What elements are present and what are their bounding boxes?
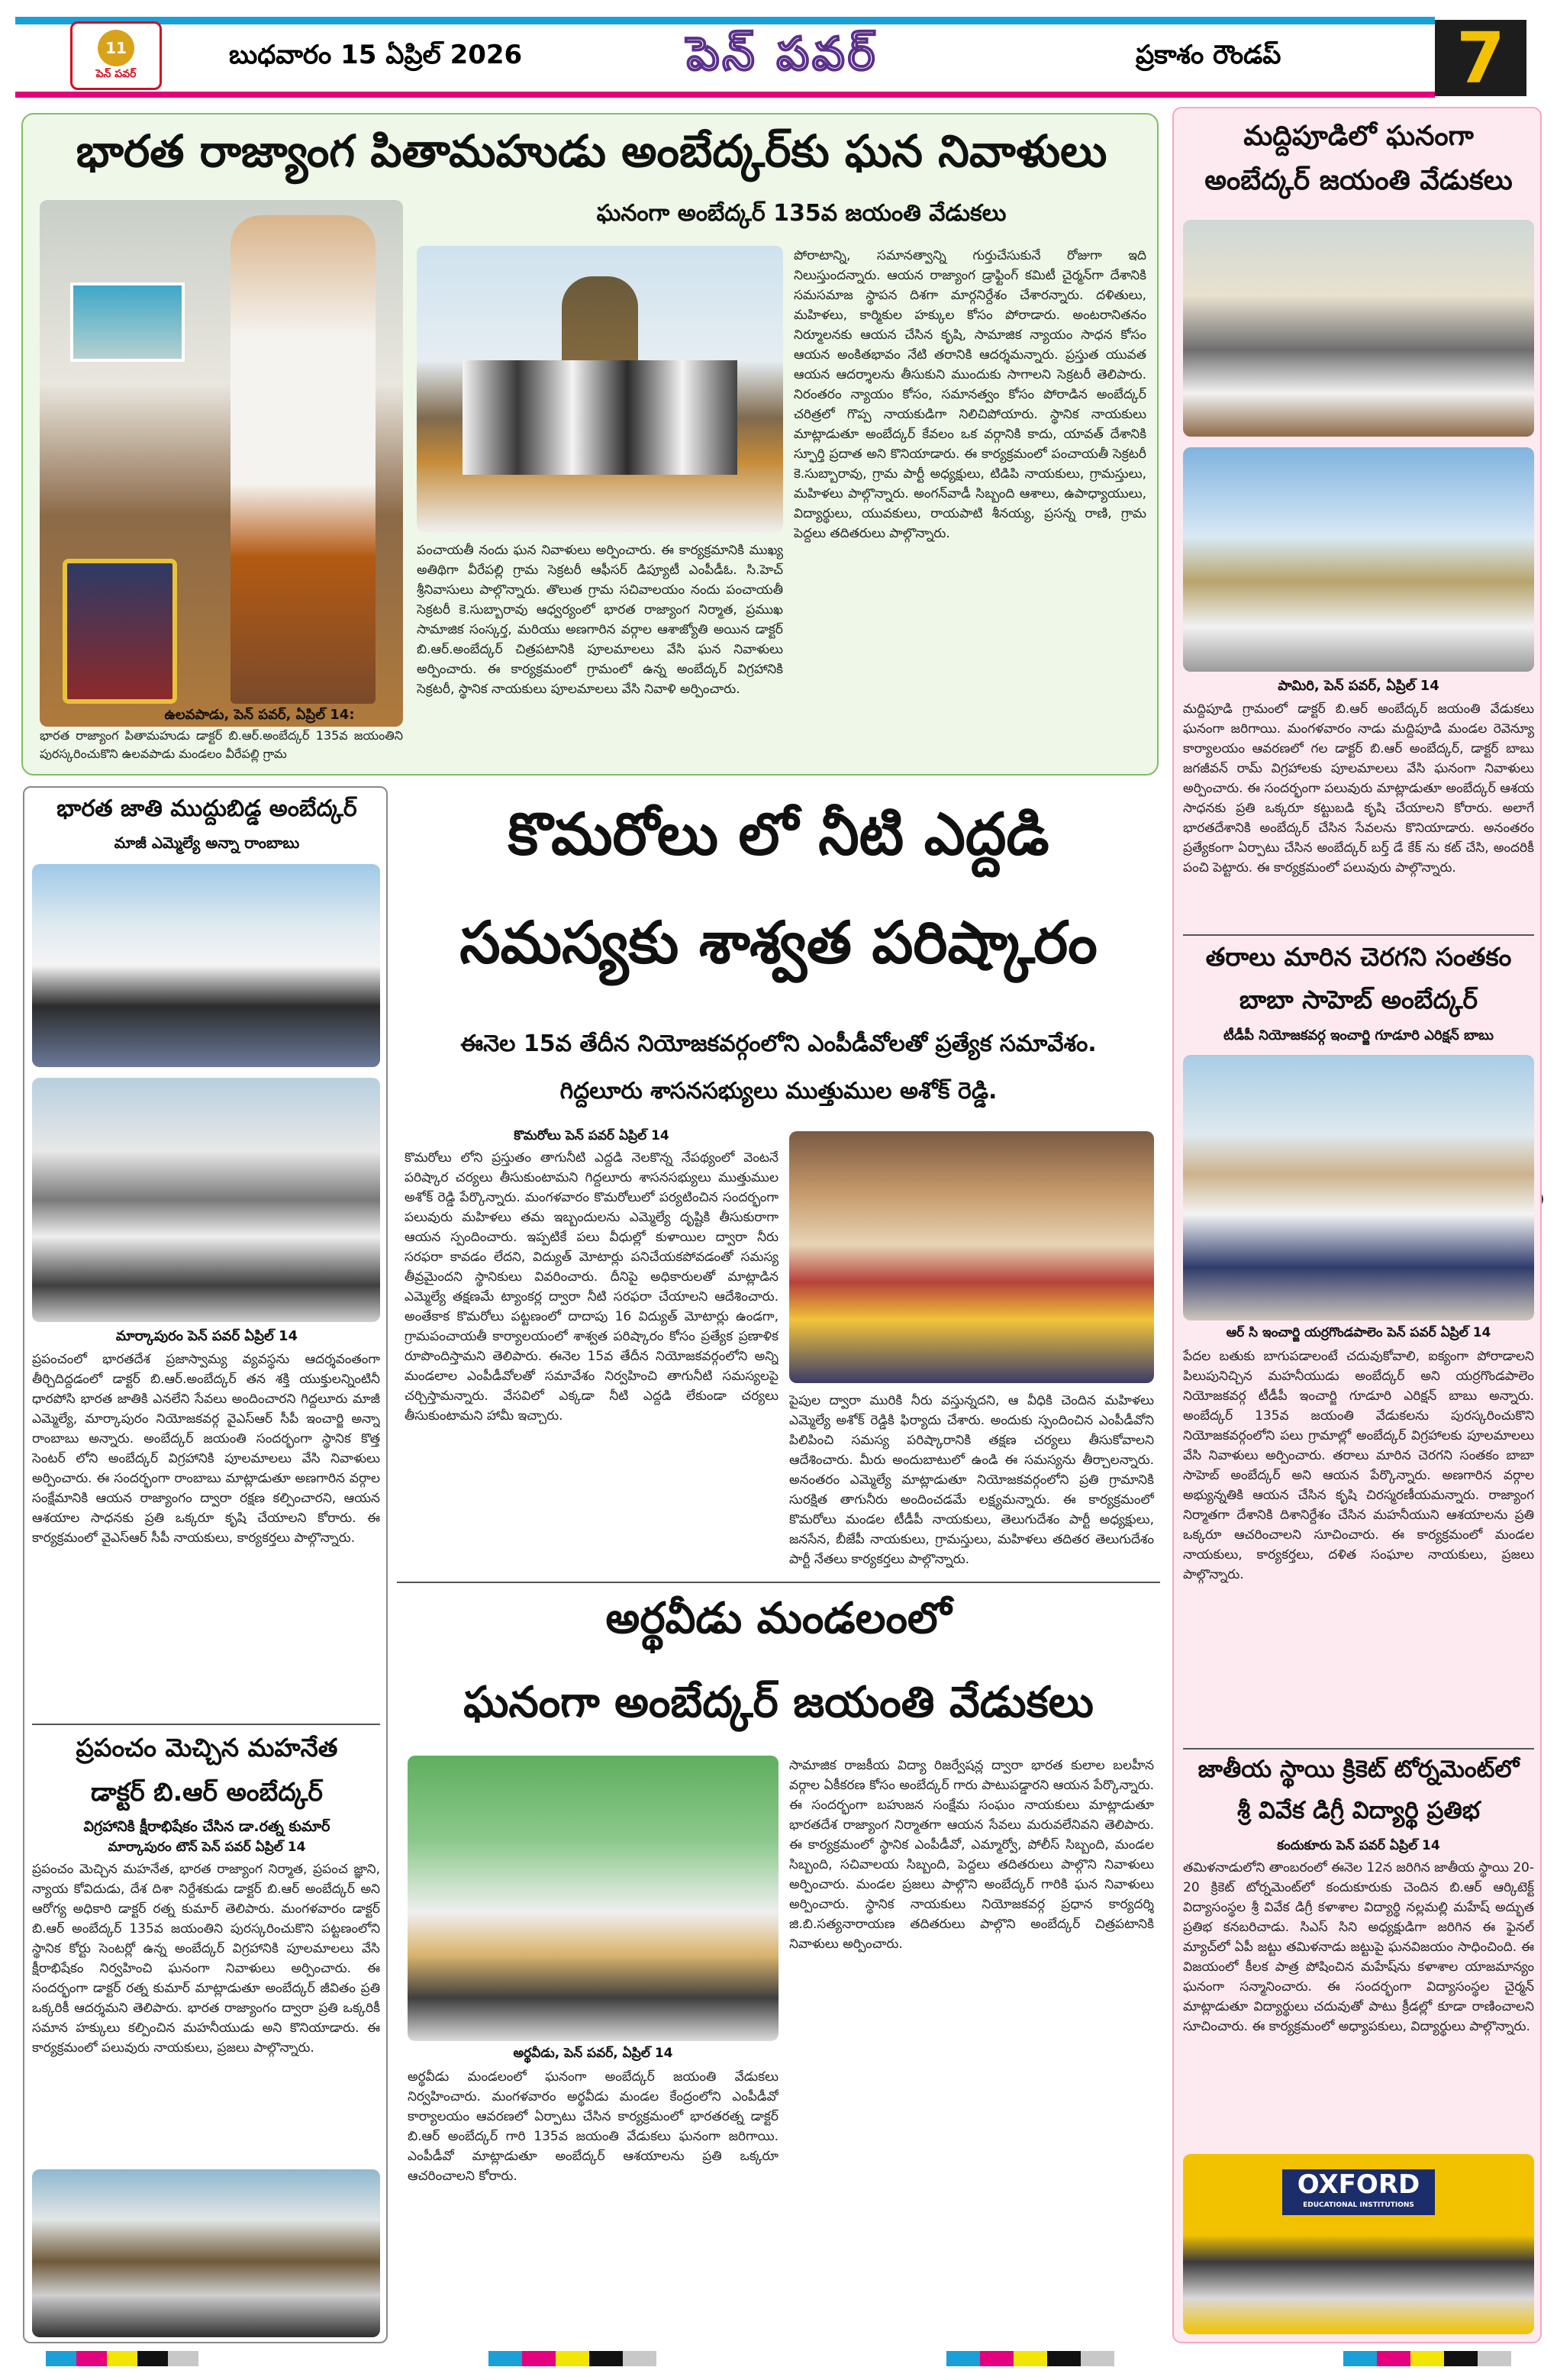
arthaveedu-body-1: అర్థవీడు మండలంలో ఘనంగా అంబేద్కర్ జయంతి వేడుకలు నిర్వహించారు. మంగళవారం అర్థవీడు మండల కేంద్రంలోని ఎంపీడీవో కార్యాలయం ఆవరణలో ఏర్పాటు చేసిన కార్యక్రమంలో భారతరత్న డాక్టర్ బి.ఆర్ అంబేద్కర్ గారి 135వ జయంతి వేడుకలు ఘనంగా జరిగాయి. ఎంపీడీవో మాట్లాడుతూ అంబేద్కర్ ఆశయాలను ప్రతి ఒక్కరూ ఆచరించాలని కోరారు. <box>408 2069 778 2184</box>
right-bottom-dateline: కందుకూరు పెన్ పవర్ ఏప్రిల్ 14 <box>1277 1838 1440 1853</box>
lead-photo-tribute <box>40 200 403 727</box>
edition-name: ప్రకాశం రౌండప్ <box>1136 40 1281 70</box>
oxford-banner-text: OXFORD <box>1297 2169 1420 2200</box>
komarolu-headline-1: కొమరోలు లో నీటి ఎద్దడి <box>508 800 1049 868</box>
divider <box>1183 1748 1534 1750</box>
komarolu-dateline: కొమరోలు పెన్ పవర్ ఏప్రిల్ 14 <box>514 1128 669 1143</box>
left-bottom-dateline: మార్కాపురం టౌన్ పెన్ పవర్ ఏప్రిల్ 14 <box>108 1840 306 1855</box>
color-bar <box>488 2351 656 2366</box>
right-mid-headline-1: తరాలు మారిన చెరగని సంతకం <box>1205 942 1512 972</box>
right-column <box>1172 107 1542 2343</box>
komarolu-sub-1: ఈనెల 15వ తేదీన నియోజకవర్గంలోని ఎంపీడీవోలతో ప్రత్యేక సమావేశం. <box>460 1030 1097 1057</box>
right-mid-body: పేదల బతుకు బాగుపడాలంటే చదువుకోవాలి, ఐక్యంగా పోరాడాలని పిలుపునిచ్చిన మహనీయుడు అంబేద్కర్ అని యర్రగొండపాలెం నియోజకవర్గ టీడీపీ ఇంచార్జి గూడూరి ఎరిక్షన్ బాబు అన్నారు. అంబేద్కర్ 135వ జయంతి వేడుకలను పురస్కరించుకొని నియోజకవర్గంలోని పలు గ్రామాల్లో అంబేద్కర్ విగ్రహాలకు పూలమాలలు వేసి నివాళులు అర్పించారు. తరాలు మారిన చెరగని సంతకం బాబా సాహెబ్ అంబేద్కర్ అని ఆయన పేర్కొన్నారు. అణగారిన వర్గాల అభ్యున్నతికి ఆయన చేసిన కృషి చిరస్మరణీయమన్నారు. రాజ్యాంగ నిర్మాతగా దేశానికి దిశానిర్దేశం చేసిన మహనీయుని ఆశయాలను ప్రతి ఒక్కరూ ఆచరించాలని సూచించారు. ఈ కార్యక్రమంలో మండల నాయకులు, కార్యకర్తలు, దళిత సంఘాల నాయకులు, ప్రజలు పాల్గొన్నారు. <box>1183 1349 1534 1582</box>
left-mid-subhead: మాజీ ఎమ్మెల్యే అన్నా రాంబాబు <box>114 834 300 852</box>
logo-text: పెన్ పవర్ <box>95 67 137 80</box>
lead-story-box <box>21 113 1159 776</box>
masthead-title: పెన్ పవర్ <box>686 27 878 81</box>
color-bar <box>46 2351 198 2366</box>
right-top-headline-2: అంబేద్కర్ జయంతి వేడుకలు <box>1204 165 1513 196</box>
lead-body: పోరాటాన్ని, సమానత్వాన్ని గుర్తుచేసుకునే రోజుగా ఇది నిలుస్తుందన్నారు. ఆయన రాజ్యాంగ డ్రాఫ్టింగ్ కమిటీ చైర్మన్‌గా దేశానికి సమసమాజ స్థాపన దిశగా మార్గనిర్దేశం చేశారన్నారు. దళితులు, మహిళలు, కార్మికుల హక్కుల కోసం పోరాడారు. అంటరానితనం నిర్మూలనకు ఆయన చేసిన కృషి, సామాజిక న్యాయం సాధన కోసం ఆయన అంకితభావం నేటి తరానికి ఆదర్శమన్నారు. ప్రస్తుత యువత ఆయన ఆదర్శాలను తీసుకుని ముందుకు సాగాలని సెక్రటరీ తెలిపారు. నిరంతరం న్యాయం కోసం, సమానత్వం కోసం పోరాడిన అంబేద్కర్ చరిత్రలో గొప్ప నాయకుడిగా నిలిచిపోయారు. స్థానిక నాయకులు మాట్లాడుతూ అంబేద్కర్ కేవలం ఒక వర్గానికి కాదు, యావత్ దేశానికి స్ఫూర్తి ప్రదాత అని కొనియాడారు. ఈ కార్యక్రమంలో పంచాయతీ సెక్రటరీ కె.సుబ్బారావు, గ్రామ పార్టీ అధ్యక్షులు, టిడిపి నాయకులు, గ్రామస్తులు, మహిళలు పాల్గొన్నారు. అంగన్‌వాడీ సిబ్బంది ఆశాలు, ఉపాధ్యాయులు, విద్యార్థులు, యువకులు, రాయపాటి శీనయ్య, ప్రసన్న రాణి, గ్రామ పెద్దలు తదితరులు పాల్గొన్నారు. <box>794 248 1146 541</box>
page-number: 7 <box>1435 20 1526 96</box>
markapuram-photo-2 <box>32 1078 380 1322</box>
left-bottom-headline-1: ప్రపంచం మెచ్చిన మహనేత <box>76 1733 338 1762</box>
right-mid-subhead: టీడీపీ నియోజకవర్గ ఇంచార్జి గూడూరి ఎరిక్షన్ బాబు <box>1223 1027 1494 1043</box>
oxford-felicitation-photo <box>1183 2154 1534 2334</box>
komarolu-body-1: కొమరోలు లోని ప్రస్తుతం తాగునీటి ఎద్దడి నెలకొన్న నేపథ్యంలో వెంటనే పరిష్కార చర్యలు తీసుకుంటామని గిద్దలూరు శాసనసభ్యులు ముత్తుముల అశోక్ రెడ్డి పేర్కొన్నారు. మంగళవారం కొమరోలులో పర్యటించిన సందర్భంగా పలువురు మహిళలు తమ ఇబ్బందులను ఎమ్మెల్యే దృష్టికి తీసుకురాగా ఆయన స్పందించారు. ఇప్పటికే పలు వీధుల్లో కుళాయిల ద్వారా నీరు సరఫరా కావడం లేదని, విద్యుత్ మోటార్లు పనిచేయకపోవడంతో సమస్య తీవ్రమైందని స్థానికులు వివరించారు. దీనిపై అధికారులతో మాట్లాడిన ఎమ్మెల్యే తక్షణమే ట్యాంకర్ల ద్వారా నీటి సరఫరా చేయాలని ఆదేశించారు. అంతేకాక కొమరోలు పట్టణంలో దాదాపు 16 విద్యుత్ మోటార్లు ఉండగా, గ్రామపంచాయతీ కార్యాలయంలో శాశ్వత పరిష్కారం కోసం ప్రత్యేక ప్రణాళిక రూపొందిస్తామని తెలిపారు. ఈనెల 15వ తేదీన నియోజకవర్గంలోని అన్ని మండలాల ఎంపీడీవోలతో సమావేశం నిర్వహించి తాగునీటి సమస్యలపై చర్చిస్తామన్నారు. వేసవిలో ఎక్కడా నీటి ఎద్దడి లేకుండా చర్యలు తీసుకుంటామని హామీ ఇచ్చారు. <box>405 1150 778 1424</box>
header-bottom-rule <box>15 92 1435 98</box>
yerragondapalem-photo <box>1183 1055 1534 1321</box>
issue-date: బుధవారం 15 ఏప్రిల్ 2026 <box>229 40 523 70</box>
right-top-headline-1: మద్దిపూడిలో ఘనంగా <box>1243 121 1474 152</box>
left-mid-caption: మార్కాపురం పెన్ పవర్ ఏప్రిల్ 14 <box>115 1328 298 1344</box>
arthaveedu-caption: అర్థవీడు, పెన్ పవర్, ఏప్రిల్ 14 <box>513 2046 673 2061</box>
arthaveedu-headline-1: అర్థవీడు మండలంలో <box>605 1594 952 1643</box>
leaders-group <box>463 360 737 475</box>
logo-badge-icon: 11 <box>98 30 134 66</box>
left-mid-body: ప్రపంచంలో భారతదేశ ప్రజాస్వామ్య వ్యవస్థను ఆదర్శవంతంగా తీర్చిదిద్దడంలో డాక్టర్ బి.ఆర్.అంబేద్కర్ తన శక్తి యుక్తులన్నింటినీ ధారపోసి భారత జాతికి ఎనలేని సేవలు అందించారని గిద్దలూరు మాజీ ఎమ్మెల్యే, మార్కాపురం నియోజకవర్గ వైఎస్ఆర్ సీపీ ఇంచార్జి అన్నా రాంబాబు అన్నారు. అంబేద్కర్ జయంతి సందర్భంగా స్థానిక కొత్త సెంటర్ లోని అంబేద్కర్ విగ్రహానికి పూలమాలలు వేసి నివాళులు అర్పించారు. ఈ సందర్భంగా రాంబాబు మాట్లాడుతూ అణగారిన వర్గాల సంక్షేమానికి ఆయన రాజ్యాంగం ద్వారా రక్షణ కల్పించారని, ఆయన ఆశయాల సాధనకు ప్రతి ఒక్కరూ కృషి చేయాలని కోరారు. ఈ కార్యక్రమంలో వైఎస్ఆర్ సీపీ నాయకులు, కార్యకర్తలు పాల్గొన్నారు. <box>32 1352 380 1546</box>
right-top-body: మద్దిపూడి గ్రామంలో డాక్టర్ బి.ఆర్ అంబేద్కర్ జయంతి వేడుకలు ఘనంగా జరిగాయి. మంగళవారం నాడు మద్దిపూడి మండల రెవెన్యూ కార్యాలయం ఆవరణలో గల డాక్టర్ బి.ఆర్ అంబేద్కర్, డాక్టర్ బాబు జగజీవన్ రామ్ విగ్రహాలకు పూలమాలలు వేసి ఘనంగా నివాళులు అర్పించారు. ఈ సందర్భంగా పలువురు మాట్లాడుతూ అంబేద్కర్ ఆశయ సాధనకు ప్రతి ఒక్కరూ కట్టుబడి కృషి చేయాలని కోరారు. అలాగే భారతదేశానికి అంబేద్కర్ చేసిన సేవలను కొనియాడారు. అనంతరం ప్రత్యేకంగా ఏర్పాటు చేసిన అంబేద్కర్ బర్త్ డే కేక్ ను కట్ చేసి, అందరికీ పంచి పెట్టారు. ఈ కార్యక్రమంలో పలువురు పాల్గొన్నారు. <box>1183 701 1534 876</box>
left-bottom-headline-2: డాక్టర్ బి.ఆర్ అంబేద్కర్ <box>90 1777 323 1807</box>
komarolu-sub-2: గిద్దలూరు శాసనసభ్యులు ముత్తుముల అశోక్ రెడ్డి. <box>559 1078 998 1105</box>
lead-headline: భారత రాజ్యాంగ పితామహుడు అంబేద్కర్‌కు ఘన నివాళులు <box>76 125 1107 177</box>
arthaveedu-headline-2: ఘనంగా అంబేద్కర్ జయంతి వేడుకలు <box>463 1678 1094 1727</box>
right-mid-caption: ఆర్ సి ఇంచార్జి యర్రగొండపాలెం పెన్ పవర్ ఏప్రిల్ 14 <box>1226 1325 1491 1340</box>
komarolu-body-2: పైపుల ద్వారా మురికి నీరు వస్తున్నదని, ఆ వీధికి చెందిన మహిళలు ఎమ్మెల్యే అశోక్ రెడ్డికి ఫిర్యాదు చేశారు. అందుకు స్పందించిన ఎంపీడీవోని పిలిపించి సమస్య పరిష్కారానికి తక్షణ చర్యలు తీసుకోవాలని ఆదేశించారు. మీరు అందుబాటులో ఉండి ఈ సమస్యను తీర్చాలన్నారు. అనంతరం ఎమ్మెల్యే మాట్లాడుతూ నియోజకవర్గంలోని ప్రతి గ్రామానికి సురక్షిత తాగునీరు అందించడమే లక్ష్యమన్నారు. ఈ కార్యక్రమంలో కొమరోలు మండల టీడీపీ నాయకులు, తెలుగుదేశం పార్టీ అధ్యక్షులు, జనసేన, బీజేపీ నాయకులు, గ్రామస్తులు, మహిళలు తదితర తెలుగుదేశం పార్టీ నేతలు కార్యకర్తలు పాల్గొన్నారు. <box>789 1393 1154 1567</box>
komarolu-photo <box>789 1131 1154 1383</box>
page-header <box>0 0 1557 107</box>
arthaveedu-photo <box>408 1756 778 2041</box>
header-top-rule <box>15 17 1435 24</box>
lead-photo2-caption: పంచాయతీ నందు ఘన నివాళులు అర్పించారు. ఈ కార్యక్రమానికి ముఖ్య అతిథిగా వీరేపల్లి గ్రామ సెక్రటరీ ఆఫీసర్ డిప్యూటీ ఎంపీడీఓ. సి.హెచ్ శ్రీనివాసులు పాల్గొన్నారు. తొలుత గ్రామ సచివాలయం నందు పంచాయతీ సెక్రటరీ కె.సుబ్బారావు ఆధ్వర్యంలో భారత రాజ్యాంగ నిర్మాత, ప్రముఖ సామాజిక సంస్కర్త, మరియు అణగారిన వర్గాల ఆశాజ్యోతి అయిన డాక్టర్ బి.ఆర్.అంబేద్కర్ చిత్రపటానికి పూలమాలలు వేసి ఘన నివాళులు అర్పించారు. ఈ కార్యక్రమంలో గ్రామంలో ఉన్న అంబేద్కర్ విగ్రహానికి సెక్రటరీ, స్థానిక నాయకులు పూలమాలలు వేసి నివాళి అర్పించారు. <box>417 543 783 697</box>
lead-subhead: ఘనంగా అంబేద్కర్ 135వ జయంతి వేడుకలు <box>596 200 1007 227</box>
maddipudi-photo-1 <box>1183 220 1534 437</box>
maddipudi-photo-2 <box>1183 447 1534 672</box>
color-bar <box>946 2351 1114 2366</box>
oxford-banner-sub: EDUCATIONAL INSTITUTIONS <box>1303 2201 1414 2209</box>
right-top-caption: పామిరి, పెన్ పవర్, ఏప్రిల్ 14 <box>1278 678 1439 694</box>
right-bottom-headline-1: జాతీయ స్థాయి క్రికెట్ టోర్నమెంట్‌లో <box>1198 1756 1520 1783</box>
oxford-banner <box>1282 2169 1435 2215</box>
right-bottom-headline-2: శ్రీ వివేక డిగ్రీ విద్యార్థి ప్రతిభ <box>1237 1797 1480 1824</box>
man-offering-flowers <box>230 215 376 704</box>
arthaveedu-body-2: సామాజిక రాజకీయ విద్యా రిజర్వేషన్ల ద్వారా భారత కులాల బలహీన వర్గాల ఏకీకరణ కోసం అంబేద్కర్ గారు పాటుపడ్డారని ఆయన పేర్కొన్నారు. ఈ సందర్భంగా బహుజన సంక్షేమ సంఘం నాయకులు మాట్లాడుతూ భారతదేశ రాజ్యాంగ నిర్మాతగా ఆయన సేవలు మరువలేనివని తెలిపారు. ఈ కార్యక్రమంలో స్థానిక ఎంపీడీవో, ఎమ్మార్వో, పోలీస్ సిబ్బంది, మండల సిబ్బంది, సచివాలయ సిబ్బంది, పెద్దలు తదితరులు పాల్గొని నివాళులు అర్పించారు. మండల ప్రజలు పాల్గొని అంబేద్కర్ గారికి ఘన నివాళులు అర్పించారు. స్థానిక నాయకులు నియోజకవర్గ ప్రధాన కార్యదర్శి జి.బి.సత్యనారాయణ తదితరులు పాల్గొని అంబేద్కర్ చిత్రపటానికి నివాళులు అర్పించారు. <box>789 1758 1154 1952</box>
ambedkar-portrait <box>63 559 177 704</box>
left-mid-headline: భారత జాతి ముద్దుబిడ్డ అంబేద్కర్ <box>56 795 357 822</box>
lead-photo-statue <box>417 246 783 533</box>
lead-photo1-caption: భారత రాజ్యాంగ పితామహుడు డాక్టర్ బి.ఆర్.అంబేద్కర్ 135వ జయంతిని పురస్కరించుకొని ఉలవపాడు మండలం వీరేపల్లి గ్రామ <box>40 728 403 761</box>
komarolu-headline-2: సమస్యకు శాశ్వత పరిష్కారం <box>459 908 1098 976</box>
newspaper-logo <box>70 21 162 90</box>
color-bar <box>1343 2351 1511 2366</box>
right-bottom-body: తమిళనాడులోని తాంబరంలో ఈనెల 12న జరిగిన జాతీయ స్థాయి 20-20 క్రికెట్ టోర్నమెంట్‌లో కందుకూరుకు చెందిన బి.ఆర్ ఆర్కిటెక్ట్ విద్యాసంస్థల శ్రీ వివేక డిగ్రీ కళాశాల విద్యార్థి నల్లమల్లి మహేష్ అద్భుత ప్రతిభ కనబరిచాడు. సిఎస్ సిని అధ్యక్షుడిగా జరిగిన ఈ ఫైనల్ మ్యాచ్‌లో ఏపీ జట్టు తమిళనాడు జట్టుపై ఘనవిజయం సాధించింది. ఈ విజయంలో కీలక పాత్ర పోషించిన మహేష్‌ను కళాశాల యాజమాన్యం ఘనంగా సన్మానించారు. ఈ సందర్భంగా విద్యాసంస్థల చైర్మన్ మాట్లాడుతూ విద్యార్థులు చదువుతో పాటు క్రీడల్లో కూడా రాణించాలని సూచించారు. ఈ కార్యక్రమంలో అధ్యాపకులు, విద్యార్థులు పాల్గొన్నారు. <box>1183 1860 1534 2034</box>
left-column <box>23 786 388 2343</box>
divider <box>32 1724 380 1725</box>
divider <box>1183 934 1534 936</box>
right-mid-headline-2: బాబా సాహెబ్ అంబేద్కర్ <box>1239 985 1478 1014</box>
inset-group-photo <box>70 282 185 362</box>
left-bottom-subhead: విగ్రహానికి క్షీరాభిషేకం చేసిన డా.రత్న కుమార్ <box>83 1818 330 1835</box>
divider <box>397 1582 1160 1583</box>
kshirabhishekam-photo <box>32 2169 380 2337</box>
left-bottom-body: ప్రపంచం మెచ్చిన మహనేత, భారత రాజ్యాంగ నిర్మాత, ప్రపంచ జ్ఞాని, న్యాయ కోవిదుడు, దేశ దిశా నిర్దేశకుడు డాక్టర్ బి.ఆర్ అంబేద్కర్ అని ఆరోగ్య అధికారి డాక్టర్ రత్న కుమార్ తెలిపారు. మంగళవారం డాక్టర్ బి.ఆర్ అంబేద్కర్ 135వ జయంతిని పురస్కరించుకొని పట్టణంలోని స్థానిక కోర్టు సెంటర్లో ఉన్న అంబేద్కర్ విగ్రహానికి పూలమాలలు వేసి క్షీరాభిషేకం నిర్వహించి ఘనంగా నివాళులు అర్పించారు. ఈ సందర్భంగా డాక్టర్ రత్న కుమార్ మాట్లాడుతూ అంబేద్కర్ జీవితం ప్రతి ఒక్కరికీ ఆదర్శమని తెలిపారు. భారత రాజ్యాంగం ద్వారా ప్రతి ఒక్కరికీ సమాన హక్కులు కల్పించిన మహనీయుడు అని కొనియాడారు. ఈ కార్యక్రమంలో పలువురు నాయకులు, ప్రజలు పాల్గొన్నారు. <box>32 1862 380 2056</box>
markapuram-photo-1 <box>32 864 380 1067</box>
lead-photo1-caption-place: ఉలవపాడు, పెన్ పవర్, ఏప్రిల్ 14: <box>164 707 355 723</box>
